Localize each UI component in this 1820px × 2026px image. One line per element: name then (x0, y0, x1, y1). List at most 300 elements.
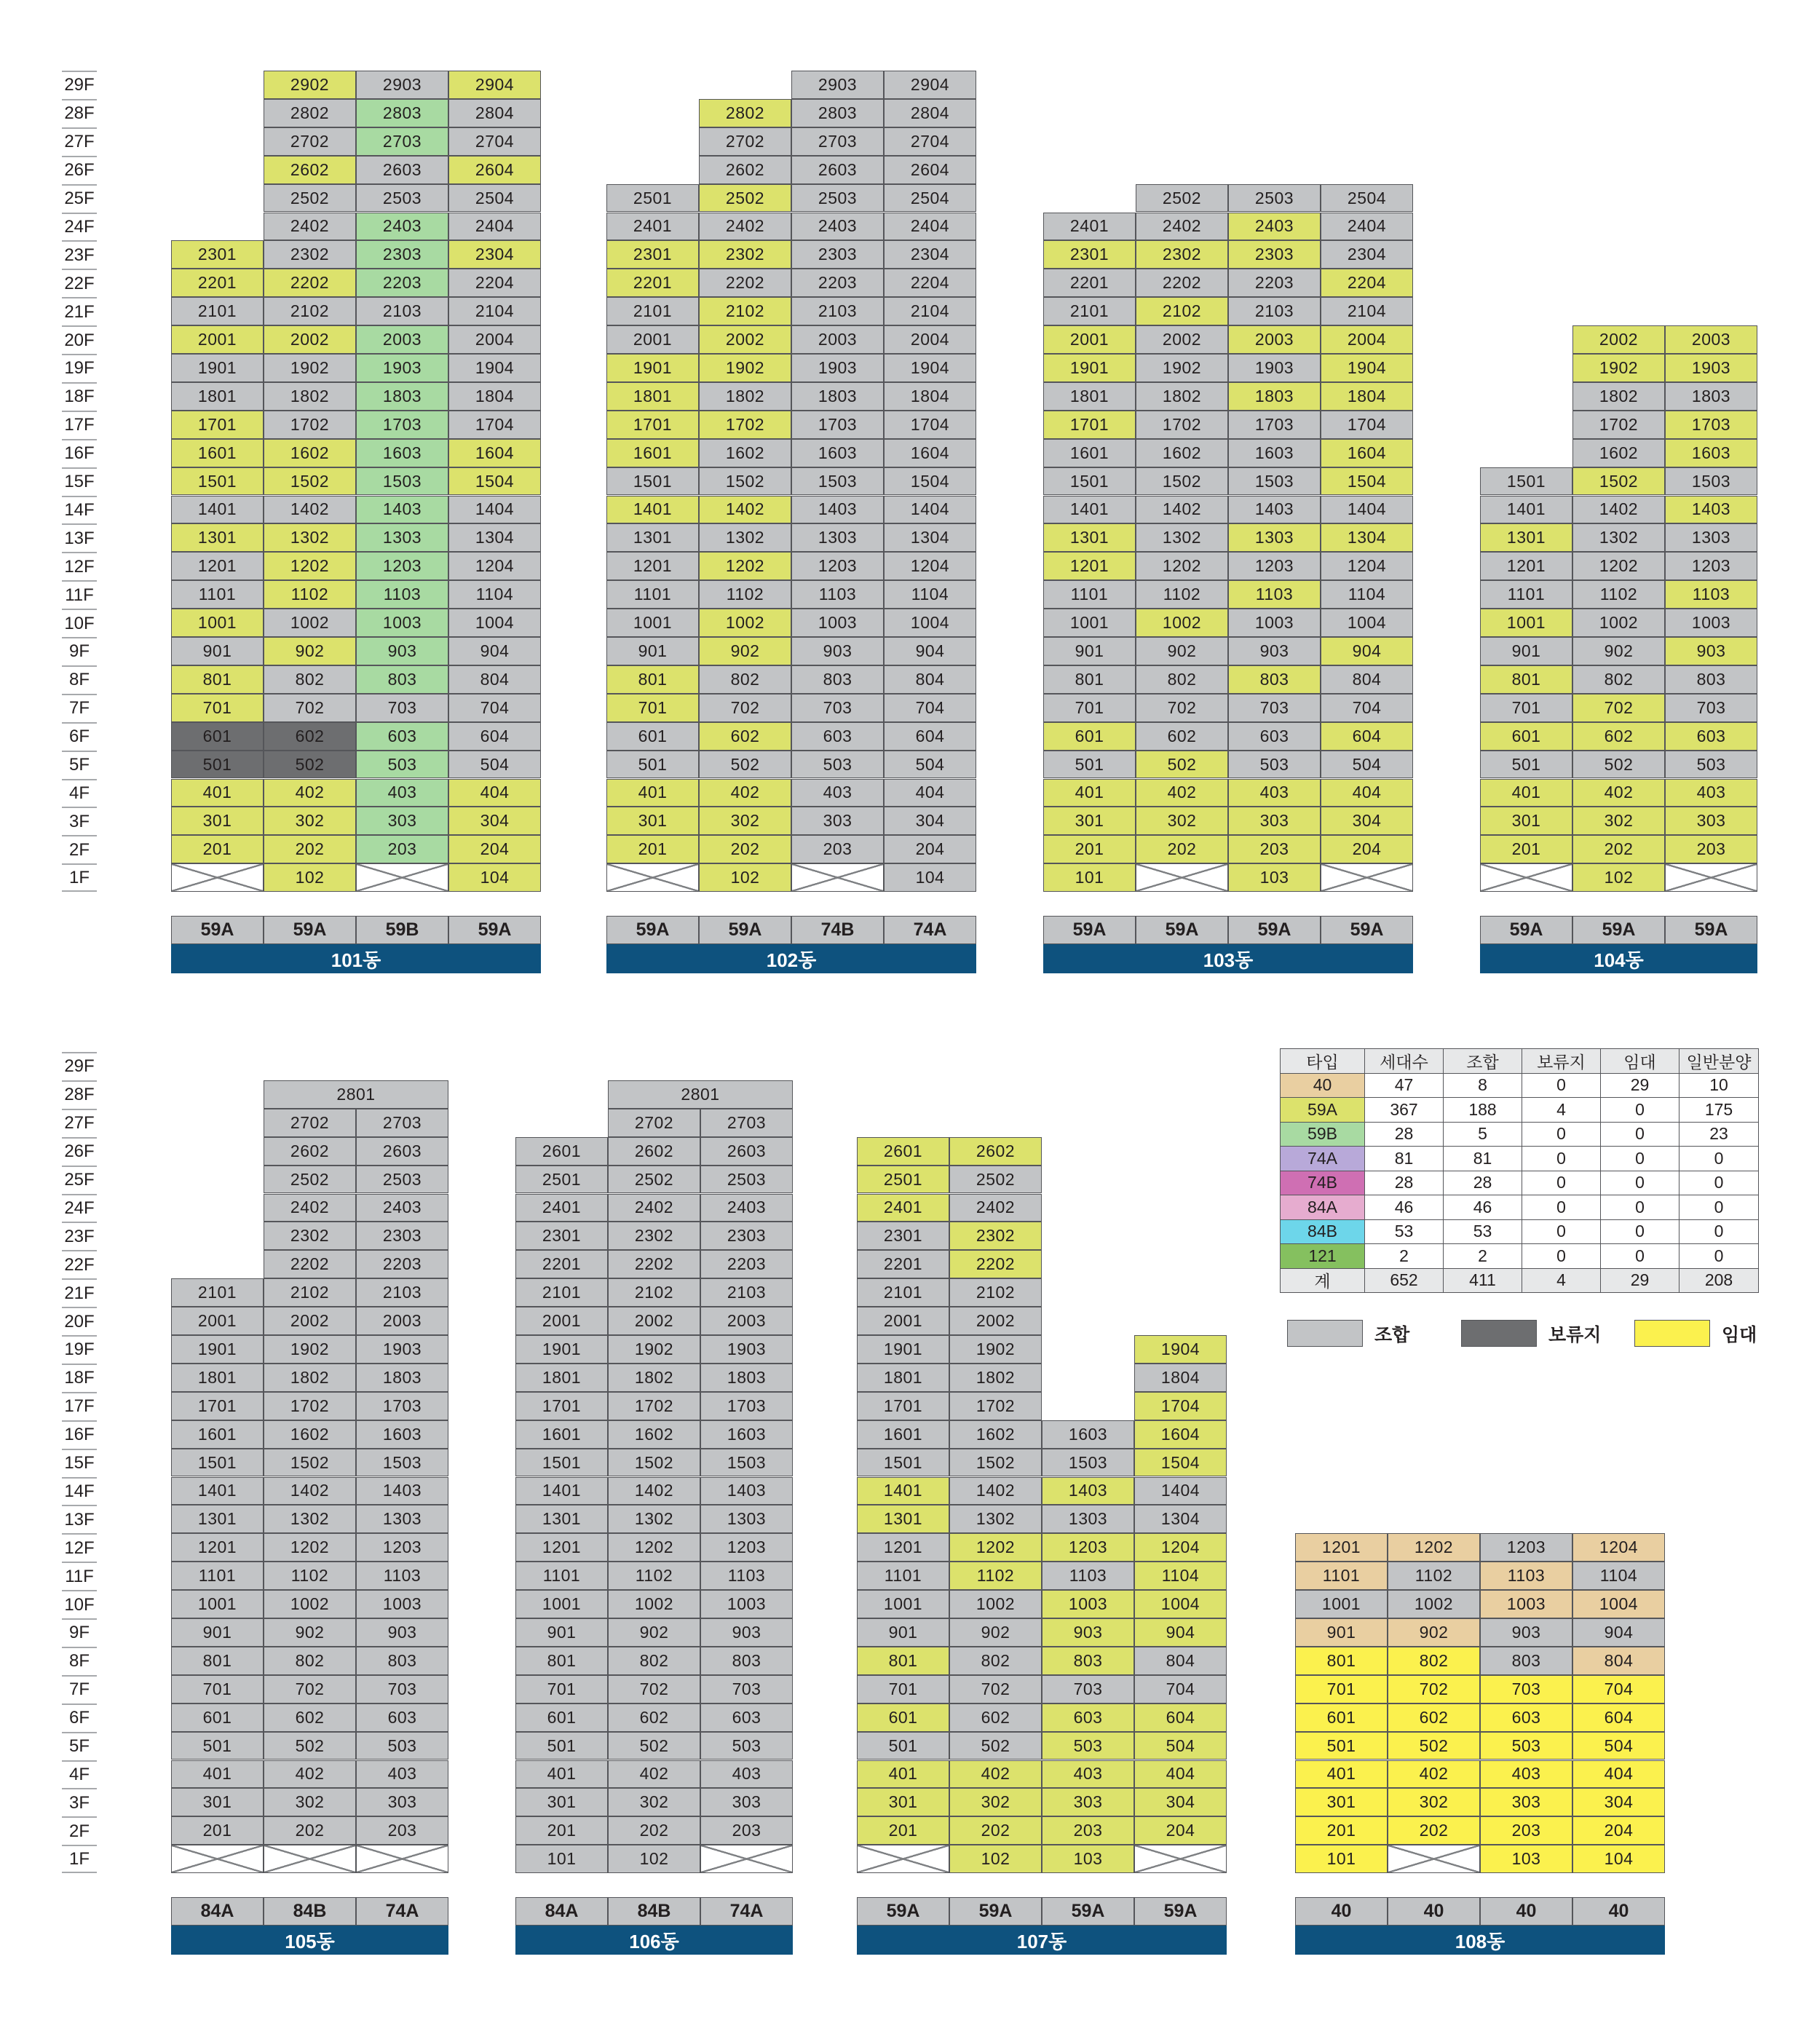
floor-row (171, 1760, 448, 1789)
unit-cell: 603 (1228, 722, 1321, 751)
summary-header-cell: 임대 (1600, 1048, 1679, 1074)
summary-header-cell: 조합 (1443, 1048, 1522, 1074)
unit-type-cell: 59A (857, 1897, 949, 1926)
floor-row (515, 1392, 793, 1420)
unit-type-row (1043, 916, 1413, 944)
empty-slot (1480, 325, 1572, 354)
unit-cell: 201 (1480, 835, 1572, 863)
floor-label: 3F (62, 807, 97, 835)
floor-row (1295, 1647, 1665, 1675)
unit-cell: 503 (700, 1732, 793, 1760)
unit-cell: 2502 (1136, 184, 1228, 213)
floor-row (1295, 1562, 1665, 1590)
unit-cell: 1801 (857, 1364, 949, 1392)
empty-slot (1480, 439, 1572, 467)
unit-cell: 2602 (264, 1137, 356, 1166)
unit-cell: 1102 (264, 580, 356, 609)
floor-row (857, 1364, 1227, 1392)
unit-cell: 1004 (1134, 1590, 1227, 1618)
floor-row (1043, 637, 1413, 665)
floor-row (1043, 779, 1413, 807)
unit-type-cell: 59A (1321, 916, 1413, 944)
unit-cell: 1804 (448, 382, 541, 411)
empty-slot (171, 71, 264, 99)
unit-cell: 1604 (448, 439, 541, 467)
unit-cell: 204 (884, 835, 976, 863)
unit-cell: 2002 (264, 1307, 356, 1335)
unit-cell: 301 (857, 1788, 949, 1816)
floor-row (171, 1250, 448, 1278)
unit-cell: 1301 (1480, 523, 1572, 552)
unit-cell: 303 (356, 1788, 448, 1816)
unit-cell: 1103 (1665, 580, 1757, 609)
floor-label: 18F (62, 382, 97, 411)
floor-row (171, 467, 541, 496)
empty-slot (171, 1137, 264, 1166)
floor-row (1043, 382, 1413, 411)
floor-label: 26F (62, 156, 97, 184)
unit-cell: 104 (1572, 1845, 1665, 1873)
unit-type-cell: 84B (608, 1897, 700, 1926)
unit-cell: 2504 (448, 184, 541, 213)
empty-slot (171, 1166, 264, 1194)
unit-cell: 302 (1136, 807, 1228, 835)
unit-cell: 701 (171, 1675, 264, 1703)
unit-cell: 801 (171, 1647, 264, 1675)
floor-row (857, 1420, 1227, 1449)
unit-cell: 604 (448, 722, 541, 751)
unit-cell: 2602 (608, 1137, 700, 1166)
unit-cell: 2002 (949, 1307, 1042, 1335)
summary-value-cell: 0 (1600, 1146, 1679, 1171)
unit-cell: 602 (264, 1703, 356, 1732)
floor-label: 7F (62, 1675, 97, 1703)
unit-cell: 1901 (606, 354, 699, 382)
unit-cell: 1304 (448, 523, 541, 552)
unit-cell: 1204 (884, 552, 976, 580)
unit-cell: 1602 (1572, 439, 1665, 467)
floor-row (515, 1845, 793, 1873)
floor-label: 17F (62, 411, 97, 439)
unit-cell: 102 (1572, 863, 1665, 892)
unit-cell: 1003 (1228, 609, 1321, 637)
unit-cell: 702 (949, 1675, 1042, 1703)
unit-cell: 1101 (1043, 580, 1136, 609)
floor-label: 19F (62, 1335, 97, 1364)
floor-row (515, 1250, 793, 1278)
unit-cell: 1101 (515, 1562, 608, 1590)
total-value-cell: 4 (1522, 1268, 1601, 1294)
unit-cell: 1403 (356, 1477, 448, 1505)
floor-row (171, 496, 541, 524)
unit-cell: 901 (1043, 637, 1136, 665)
unit-cell: 1704 (448, 411, 541, 439)
unit-cell: 2604 (884, 156, 976, 184)
unit-type-cell: 74A (884, 916, 976, 944)
unit-cell: 1201 (1043, 552, 1136, 580)
floor-row (171, 1477, 448, 1505)
unit-cell: 804 (448, 665, 541, 694)
unit-cell: 502 (608, 1732, 700, 1760)
floor-row (171, 1562, 448, 1590)
unit-cell: 2302 (264, 1222, 356, 1250)
unit-cell: 804 (1572, 1647, 1665, 1675)
unit-cell: 1004 (1572, 1590, 1665, 1618)
unit-cell: 604 (1134, 1703, 1227, 1732)
unit-cell: 604 (884, 722, 976, 751)
floor-row (171, 1618, 448, 1647)
unit-cell: 1501 (606, 467, 699, 496)
unit-cell: 1001 (606, 609, 699, 637)
unit-cell: 102 (608, 1845, 700, 1873)
unit-cell: 2703 (356, 127, 448, 156)
floor-label: 12F (62, 552, 97, 580)
unit-cell: 2303 (700, 1222, 793, 1250)
floor-row (1480, 523, 1757, 552)
summary-value-cell: 0 (1522, 1219, 1601, 1245)
unit-cell: 2101 (857, 1278, 949, 1307)
unit-cell: 1403 (1228, 496, 1321, 524)
unit-cell: 403 (1228, 779, 1321, 807)
unit-cell: 2501 (515, 1166, 608, 1194)
unit-cell: 703 (1228, 694, 1321, 722)
unit-cell: 1501 (171, 467, 264, 496)
floor-label: 9F (62, 1618, 97, 1647)
summary-value-cell: 8 (1443, 1073, 1522, 1099)
floor-row (1043, 496, 1413, 524)
unit-cell: 2403 (791, 213, 884, 241)
unit-cell: 201 (857, 1816, 949, 1845)
floor-label: 25F (62, 1166, 97, 1194)
unit-cell: 701 (857, 1675, 949, 1703)
unit-cell: 502 (264, 1732, 356, 1760)
unit-type-cell: 40 (1572, 1897, 1665, 1926)
unit-cell: 1903 (791, 354, 884, 382)
floor-row (857, 1788, 1227, 1816)
unit-cell: 1201 (1480, 552, 1572, 580)
unit-cell: 601 (1043, 722, 1136, 751)
unit-cell: 2001 (857, 1307, 949, 1335)
unit-cell: 504 (1321, 751, 1413, 779)
summary-header-cell: 일반분양 (1679, 1048, 1759, 1074)
unit-cell: 202 (608, 1816, 700, 1845)
floor-row (606, 240, 976, 269)
floor-row (171, 1137, 448, 1166)
unit-cell: 1402 (1136, 496, 1228, 524)
unit-type-cell: 59A (1042, 1897, 1134, 1926)
unit-cell: 1402 (699, 496, 791, 524)
floor-label: 23F (62, 1222, 97, 1250)
unit-cell: 1703 (700, 1392, 793, 1420)
unit-cell: 201 (515, 1816, 608, 1845)
unit-cell: 302 (949, 1788, 1042, 1816)
floor-row (515, 1420, 793, 1449)
unit-cell: 1902 (1136, 354, 1228, 382)
floor-row (1043, 665, 1413, 694)
unit-cell: 1201 (1295, 1533, 1388, 1562)
unit-cell: 1302 (699, 523, 791, 552)
floor-row (606, 779, 976, 807)
floor-row (606, 439, 976, 467)
unit-cell: 1202 (1136, 552, 1228, 580)
floor-row (1043, 213, 1413, 241)
floor-row (857, 1278, 1042, 1307)
unit-cell: 2204 (1321, 269, 1413, 297)
unit-cell: 2403 (356, 213, 448, 241)
unit-cell: 2101 (171, 297, 264, 325)
floor-label: 8F (62, 665, 97, 694)
empty-slot (1480, 382, 1572, 411)
floor-label: 24F (62, 213, 97, 241)
unit-cell: 1803 (1228, 382, 1321, 411)
unit-cell: 302 (699, 807, 791, 835)
floor-label: 29F (62, 71, 97, 99)
floor-row (857, 1816, 1227, 1845)
floor-label: 24F (62, 1194, 97, 1222)
unit-cell: 903 (1665, 637, 1757, 665)
unit-cell: 1804 (884, 382, 976, 411)
unit-cell: 2201 (606, 269, 699, 297)
floor-row (1043, 467, 1413, 496)
floor-row (515, 1675, 793, 1703)
crossed-unit-cell (171, 863, 264, 892)
floor-row (1295, 1675, 1665, 1703)
unit-cell: 403 (1480, 1760, 1572, 1789)
unit-cell: 701 (1295, 1675, 1388, 1703)
unit-cell: 1203 (700, 1533, 793, 1562)
unit-cell: 801 (1043, 665, 1136, 694)
unit-cell: 1203 (356, 552, 448, 580)
crossed-unit-cell (1136, 863, 1228, 892)
unit-cell: 2201 (515, 1250, 608, 1278)
unit-cell: 2303 (1228, 240, 1321, 269)
unit-cell: 1704 (884, 411, 976, 439)
unit-cell: 503 (791, 751, 884, 779)
type-chip-cell: 74A (1280, 1146, 1365, 1171)
floor-row (857, 1222, 1042, 1250)
floor-label: 9F (62, 637, 97, 665)
unit-cell: 1804 (1134, 1364, 1227, 1392)
unit-type-cell: 84B (264, 1897, 356, 1926)
building-name-bar: 106동 (515, 1926, 793, 1955)
unit-cell: 2301 (857, 1222, 949, 1250)
unit-cell: 804 (1134, 1647, 1227, 1675)
floor-label: 4F (62, 779, 97, 807)
unit-cell: 903 (1228, 637, 1321, 665)
floor-row (606, 411, 976, 439)
unit-cell: 1203 (356, 1533, 448, 1562)
unit-cell: 1102 (949, 1562, 1042, 1590)
unit-cell: 1902 (608, 1335, 700, 1364)
unit-cell: 1204 (448, 552, 541, 580)
unit-cell: 1001 (171, 1590, 264, 1618)
floor-row (515, 1307, 793, 1335)
unit-cell: 1402 (608, 1477, 700, 1505)
unit-cell: 303 (1042, 1788, 1134, 1816)
unit-cell: 1102 (1388, 1562, 1480, 1590)
unit-cell: 1101 (606, 580, 699, 609)
unit-cell: 2002 (1572, 325, 1665, 354)
floor-row (857, 1477, 1227, 1505)
unit-cell: 1203 (1665, 552, 1757, 580)
summary-value-cell: 81 (1364, 1146, 1444, 1171)
unit-cell: 801 (1480, 665, 1572, 694)
unit-cell: 2401 (515, 1194, 608, 1222)
unit-cell: 202 (1136, 835, 1228, 863)
building-name-bar: 108동 (1295, 1926, 1665, 1955)
unit-cell: 904 (1321, 637, 1413, 665)
unit-cell: 904 (884, 637, 976, 665)
unit-cell: 2202 (608, 1250, 700, 1278)
unit-cell: 1401 (1043, 496, 1136, 524)
unit-cell: 203 (356, 835, 448, 863)
unit-cell: 1901 (171, 1335, 264, 1364)
unit-type-cell: 59A (264, 916, 356, 944)
floor-row (606, 71, 976, 99)
unit-cell: 2202 (699, 269, 791, 297)
floor-row (606, 580, 976, 609)
unit-cell: 902 (1388, 1618, 1480, 1647)
floor-row (1480, 694, 1757, 722)
unit-cell: 1202 (608, 1533, 700, 1562)
unit-cell: 503 (356, 1732, 448, 1760)
floor-row (171, 156, 541, 184)
unit-cell: 403 (791, 779, 884, 807)
unit-cell: 2002 (264, 325, 356, 354)
unit-cell: 802 (1572, 665, 1665, 694)
unit-cell: 1203 (1480, 1533, 1572, 1562)
unit-cell: 903 (791, 637, 884, 665)
unit-cell: 2702 (699, 127, 791, 156)
summary-value-cell: 0 (1522, 1146, 1601, 1171)
floor-row (171, 1166, 448, 1194)
unit-cell: 1802 (264, 382, 356, 411)
floor-row (171, 807, 541, 835)
floor-label: 5F (62, 751, 97, 779)
unit-cell: 1103 (356, 580, 448, 609)
building-name-bar: 107동 (857, 1926, 1227, 1955)
unit-cell: 1803 (1665, 382, 1757, 411)
unit-cell: 1002 (1136, 609, 1228, 637)
empty-slot (1480, 411, 1572, 439)
unit-cell: 1401 (515, 1477, 608, 1505)
floor-row (857, 1590, 1227, 1618)
floor-row (171, 1845, 448, 1873)
unit-cell: 2603 (356, 156, 448, 184)
floor-row (606, 382, 976, 411)
unit-cell: 1103 (791, 580, 884, 609)
unit-cell: 1404 (448, 496, 541, 524)
unit-cell: 101 (1043, 863, 1136, 892)
unit-type-cell: 59A (1572, 916, 1665, 944)
unit-cell: 1102 (1136, 580, 1228, 609)
unit-cell: 302 (264, 807, 356, 835)
unit-cell: 703 (700, 1675, 793, 1703)
unit-cell: 601 (515, 1703, 608, 1732)
unit-cell: 1302 (949, 1505, 1042, 1533)
floor-row (857, 1845, 1227, 1873)
unit-cell: 1604 (1321, 439, 1413, 467)
unit-cell: 1102 (264, 1562, 356, 1590)
unit-cell: 201 (1043, 835, 1136, 863)
unit-cell: 1001 (1295, 1590, 1388, 1618)
floor-row (606, 325, 976, 354)
unit-cell: 1002 (264, 609, 356, 637)
unit-cell: 1902 (699, 354, 791, 382)
floor-row (857, 1137, 1042, 1166)
unit-cell: 2602 (699, 156, 791, 184)
unit-cell: 1202 (1572, 552, 1665, 580)
unit-cell: 1802 (1572, 382, 1665, 411)
floor-row (1043, 523, 1413, 552)
floor-row (606, 99, 976, 127)
unit-cell: 1302 (1136, 523, 1228, 552)
unit-type-cell: 84A (171, 1897, 264, 1926)
floor-label: 13F (62, 523, 97, 552)
summary-value-cell: 175 (1679, 1097, 1759, 1123)
unit-cell: 402 (1136, 779, 1228, 807)
floor-row (171, 1590, 448, 1618)
unit-cell: 503 (356, 751, 448, 779)
floor-row (1043, 269, 1413, 297)
unit-cell: 603 (356, 1703, 448, 1732)
unit-cell: 201 (171, 835, 264, 863)
unit-cell: 2202 (264, 1250, 356, 1278)
unit-cell: 2004 (448, 325, 541, 354)
unit-type-cell: 59A (448, 916, 541, 944)
floor-row (515, 1109, 793, 1137)
unit-cell: 902 (264, 637, 356, 665)
unit-cell: 1501 (1043, 467, 1136, 496)
unit-cell: 1003 (1042, 1590, 1134, 1618)
unit-type-cell: 40 (1480, 1897, 1572, 1926)
unit-cell: 2101 (515, 1278, 608, 1307)
unit-type-cell: 59A (699, 916, 791, 944)
unit-cell: 2601 (857, 1137, 949, 1166)
floor-row (606, 694, 976, 722)
floor-label: 21F (62, 297, 97, 325)
summary-value-cell: 47 (1364, 1073, 1444, 1099)
unit-cell: 2201 (857, 1250, 949, 1278)
floor-row (1295, 1732, 1665, 1760)
unit-cell: 1403 (1042, 1477, 1134, 1505)
unit-cell: 204 (1321, 835, 1413, 863)
unit-cell: 1301 (171, 1505, 264, 1533)
empty-slot (171, 1222, 264, 1250)
unit-cell: 403 (1665, 779, 1757, 807)
unit-cell: 1702 (949, 1392, 1042, 1420)
unit-cell: 1101 (1480, 580, 1572, 609)
unit-cell: 1801 (171, 382, 264, 411)
type-chip-cell: 59A (1280, 1097, 1365, 1123)
unit-cell: 1301 (515, 1505, 608, 1533)
unit-cell: 1602 (699, 439, 791, 467)
unit-cell: 701 (1043, 694, 1136, 722)
unit-cell: 701 (1480, 694, 1572, 722)
unit-cell: 203 (1480, 1816, 1572, 1845)
unit-cell: 1502 (1136, 467, 1228, 496)
summary-value-cell: 5 (1443, 1122, 1522, 1147)
unit-cell: 1602 (608, 1420, 700, 1449)
unit-cell: 1001 (515, 1590, 608, 1618)
unit-cell: 2104 (884, 297, 976, 325)
summary-value-cell: 0 (1679, 1171, 1759, 1196)
unit-cell: 2001 (515, 1307, 608, 1335)
unit-type-cell: 74B (791, 916, 884, 944)
summary-value-cell: 10 (1679, 1073, 1759, 1099)
unit-cell: 1102 (699, 580, 791, 609)
floor-row (515, 1732, 793, 1760)
